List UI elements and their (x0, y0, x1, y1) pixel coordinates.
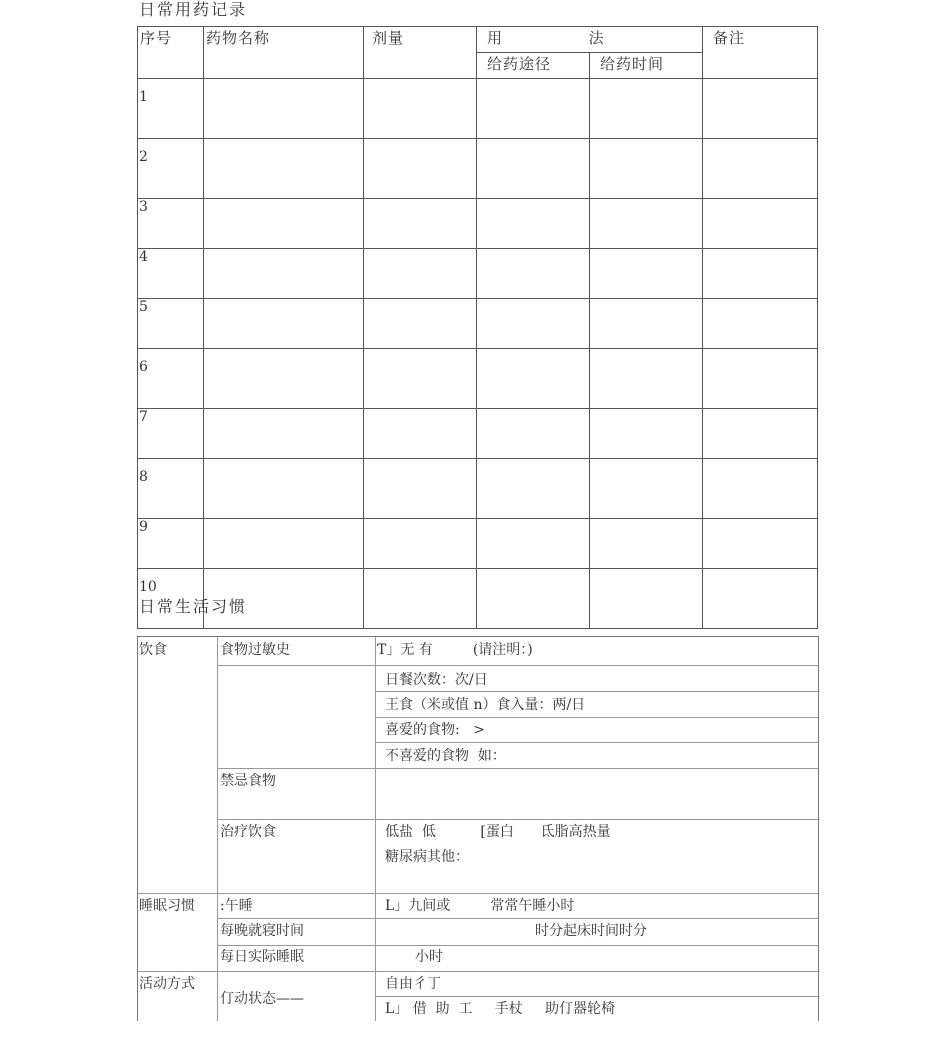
medication-row (138, 139, 818, 199)
medication-cell (204, 519, 364, 569)
medication-cell (477, 299, 590, 349)
medication-title: 日常用药记录 (139, 0, 248, 19)
habits-title: 日常生活习惯 (139, 597, 248, 616)
header-drug-name: 药物名称 (204, 27, 364, 79)
bedtime-value: 时分起床时间时分 (535, 923, 647, 939)
nap-label: :午睡 (220, 898, 253, 914)
medication-cell (477, 459, 590, 519)
actual-sleep-value: 小时 (415, 949, 443, 965)
medication-cell (204, 199, 364, 249)
favorite-foods: 喜爱的食物: > (385, 722, 485, 738)
mobility-free: 自由彳丁 (385, 976, 441, 992)
medication-cell (204, 139, 364, 199)
mobility-assisted: L」 借 助 工 手杖 助仃器轮椅 (385, 1001, 616, 1017)
therapy-diet-label: 治疗饮食 (220, 824, 276, 840)
actual-sleep-label: 每日实际睡眠 (220, 949, 304, 965)
meals-per-day: 日餐次数：次/日 (385, 672, 488, 688)
medication-table (137, 26, 818, 629)
header-index: 序号 (138, 27, 204, 79)
habits-table (137, 636, 819, 1021)
activity-label: 活动方式 (139, 976, 195, 992)
mobility-label: 仃动状态—— (220, 991, 304, 1007)
medication-cell (477, 139, 590, 199)
medication-cell (703, 249, 818, 299)
medication-cell (703, 79, 818, 139)
row-number: 1 (138, 79, 204, 139)
header-dose: 剂量 (364, 27, 477, 79)
header-time: 给药时间 (590, 53, 703, 79)
medication-row (138, 79, 818, 139)
medication-cell (364, 459, 477, 519)
row-number: 10 (138, 569, 204, 629)
medication-cell (590, 459, 703, 519)
medication-cell (590, 519, 703, 569)
medication-row (138, 249, 818, 299)
medication-cell (703, 199, 818, 249)
medication-cell (477, 249, 590, 299)
row-number: 4 (138, 249, 204, 299)
medication-row (138, 459, 818, 519)
header-notes: 备注 (703, 27, 818, 79)
medication-cell (590, 569, 703, 629)
medication-cell (364, 299, 477, 349)
medication-cell (204, 249, 364, 299)
medication-cell (364, 409, 477, 459)
nap-value: L」九间或 常常午睡小时 (385, 898, 575, 914)
medication-cell (703, 409, 818, 459)
row-number: 9 (138, 519, 204, 569)
forbidden-food-label: 禁忌食物 (220, 773, 276, 789)
medication-cell (364, 569, 477, 629)
medication-row (138, 409, 818, 459)
row-number: 6 (138, 349, 204, 409)
medication-cell (703, 299, 818, 349)
medication-cell (204, 349, 364, 409)
medication-cell (364, 519, 477, 569)
medication-cell (477, 519, 590, 569)
therapy-diet-options: 低盐 低 [蛋白 氐脂高热量 (385, 824, 611, 840)
medication-cell (590, 249, 703, 299)
medication-cell (590, 349, 703, 409)
row-number: 3 (138, 199, 204, 249)
medication-rows (138, 79, 818, 629)
row-number: 2 (138, 139, 204, 199)
medication-cell (477, 349, 590, 409)
row-number: 7 (138, 409, 204, 459)
medication-cell (204, 459, 364, 519)
medication-cell (703, 349, 818, 409)
header-usage-right: 法 (588, 29, 605, 47)
medication-cell (703, 139, 818, 199)
header-usage-left: 用 (487, 29, 504, 47)
medication-cell (703, 459, 818, 519)
medication-cell (477, 409, 590, 459)
medication-cell (590, 139, 703, 199)
medication-cell (204, 79, 364, 139)
header-usage (477, 27, 703, 53)
diet-label: 饮食 (139, 642, 167, 658)
medication-cell (590, 409, 703, 459)
medication-cell (590, 199, 703, 249)
therapy-diet-other: 糖尿病其他： (385, 849, 469, 865)
medication-cell (364, 249, 477, 299)
bedtime-label: 每晚就寝时间 (220, 923, 304, 939)
allergy-value: T」无 有 (请注明：) (377, 642, 533, 658)
medication-row (138, 519, 818, 569)
medication-cell (703, 519, 818, 569)
header-route: 给药途径 (477, 53, 590, 79)
medication-cell (364, 79, 477, 139)
medication-cell (364, 349, 477, 409)
medication-cell (590, 79, 703, 139)
medication-cell (590, 299, 703, 349)
medication-cell (477, 569, 590, 629)
row-number: 8 (138, 459, 204, 519)
medication-cell (477, 199, 590, 249)
medication-cell (477, 79, 590, 139)
medication-cell (204, 299, 364, 349)
medication-row (138, 349, 818, 409)
medication-cell (364, 139, 477, 199)
medication-row (138, 299, 818, 349)
staple-intake: 王食（米或值 n）食入量：两/日 (385, 697, 586, 713)
medication-row (138, 199, 818, 249)
medication-cell (703, 569, 818, 629)
medication-cell (364, 199, 477, 249)
sleep-label: 睡眠习惯 (139, 898, 195, 914)
allergy-label: 食物过敏史 (220, 642, 290, 658)
row-number: 5 (138, 299, 204, 349)
medication-cell (204, 409, 364, 459)
disliked-foods: 不喜爱的食物 如： (385, 748, 506, 764)
